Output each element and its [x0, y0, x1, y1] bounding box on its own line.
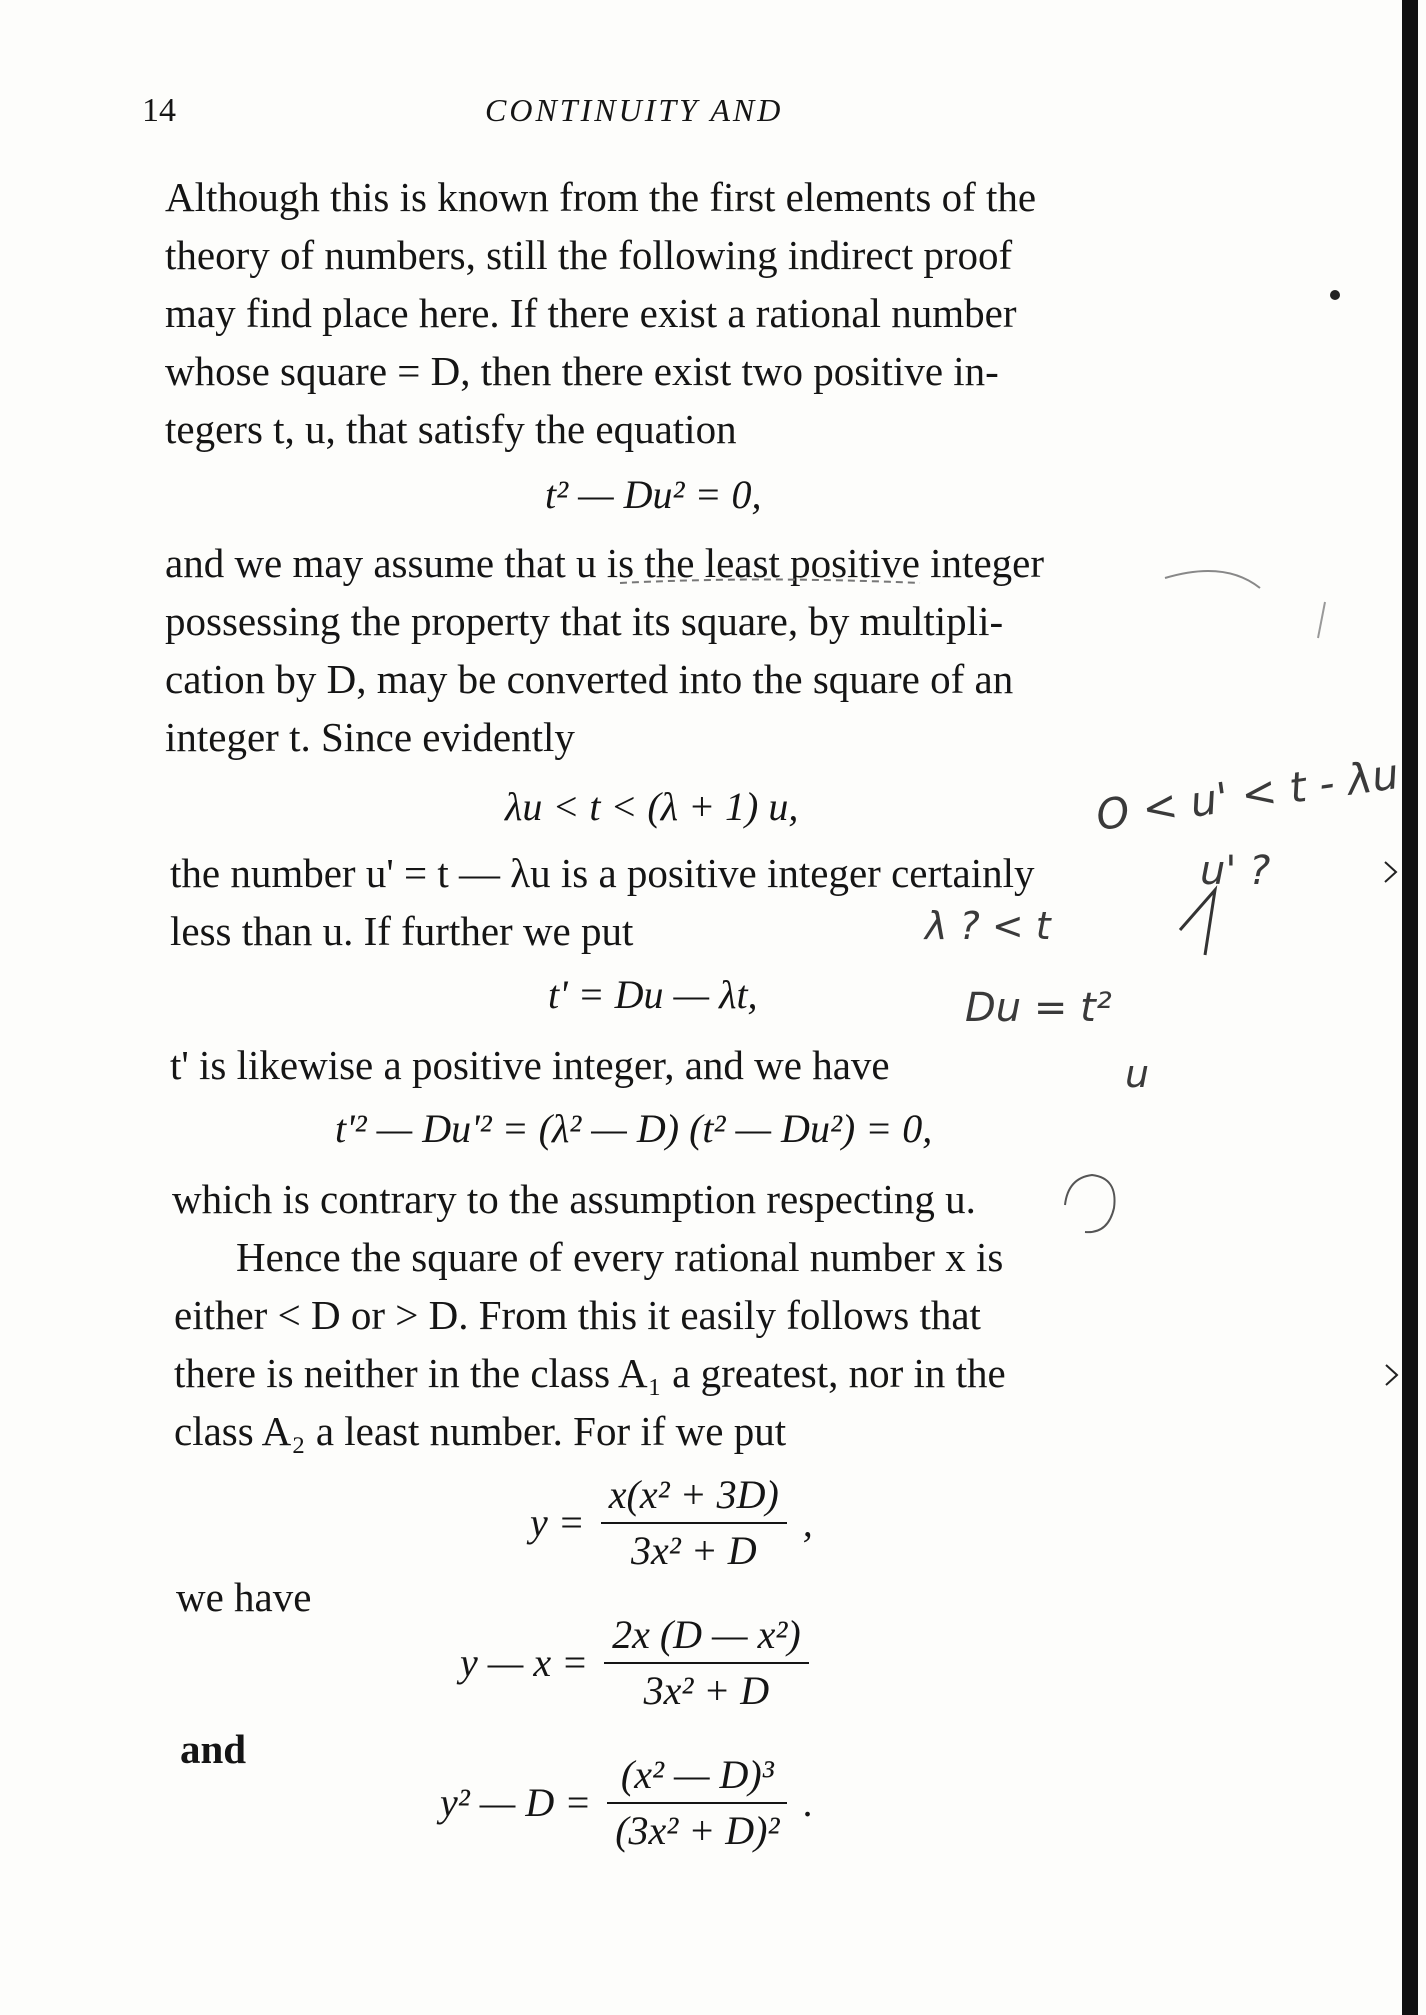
- handwritten-note: λ ? < t: [925, 904, 1051, 948]
- text-line: there is neither in the class A₁ a greatest, nor in the: [174, 1350, 1006, 1396]
- handwritten-note: O < u' < t - λu: [1093, 749, 1402, 840]
- handwritten-note: Du = t²: [965, 985, 1112, 1031]
- text-line: less than u. If further we put: [170, 908, 634, 954]
- text-line: which is contrary to the assumption respecting u.: [172, 1176, 976, 1222]
- equation-5-denominator: 3x² + D: [630, 1528, 757, 1573]
- text-line: possessing the property that its square, by multipli-: [165, 598, 1004, 644]
- equation-7-tail: .: [803, 1780, 814, 1825]
- running-head: CONTINUITY AND: [485, 92, 784, 128]
- text-line: class A₂ a least number. For if we put: [174, 1408, 787, 1454]
- text-line: the number u' = t — λu is a positive integer certainly: [170, 850, 1035, 896]
- text-line: whose square = D, then there exist two positive in-: [165, 348, 999, 394]
- text-line: and we may assume that u is the least positive integer: [165, 540, 1044, 586]
- text-line: tegers t, u, that satisfy the equation: [165, 406, 737, 452]
- equation-1: t² — Du² = 0,: [545, 472, 762, 517]
- equation-2: λu < t < (λ + 1) u,: [505, 784, 799, 829]
- equation-4: t'² — Du'² = (λ² — D) (t² — Du²) = 0,: [335, 1106, 933, 1151]
- equation-3: t' = Du — λt,: [548, 972, 758, 1017]
- page-edge-shadow: [1402, 0, 1418, 2015]
- text-line: integer t. Since evidently: [165, 714, 575, 760]
- text-line: cation by D, may be converted into the square of an: [165, 656, 1014, 702]
- equation-7-denominator: (3x² + D)²: [615, 1808, 780, 1853]
- text-line: and: [180, 1726, 247, 1772]
- text-line: theory of numbers, still the following indirect proof: [165, 232, 1013, 278]
- equation-5-tail: ,: [802, 1500, 813, 1545]
- equation-6-numerator: 2x (D — x²): [604, 1610, 809, 1664]
- equation-7-numerator: (x² — D)³: [607, 1750, 787, 1804]
- page-number: 14: [142, 92, 176, 129]
- text-line: either < D or > D. From this it easily follows that: [174, 1292, 981, 1338]
- text-line: Although this is known from the first elements of the: [165, 174, 1037, 220]
- text-line: may find place here. If there exist a rational number: [165, 290, 1017, 336]
- equation-6-lhs: y — x =: [460, 1640, 589, 1685]
- handwritten-note: u' ?: [1200, 848, 1271, 894]
- handwritten-note: u: [1125, 1052, 1150, 1096]
- text-line: Hence the square of every rational number x is: [236, 1234, 1004, 1280]
- equation-6-denominator: 3x² + D: [643, 1668, 770, 1713]
- text-line: t' is likewise a positive integer, and we have: [170, 1042, 890, 1088]
- equation-5-lhs: y =: [530, 1500, 585, 1545]
- equation-5-numerator: x(x² + 3D): [601, 1470, 787, 1524]
- text-line: we have: [176, 1574, 312, 1620]
- equation-7-lhs: y² — D =: [440, 1780, 592, 1825]
